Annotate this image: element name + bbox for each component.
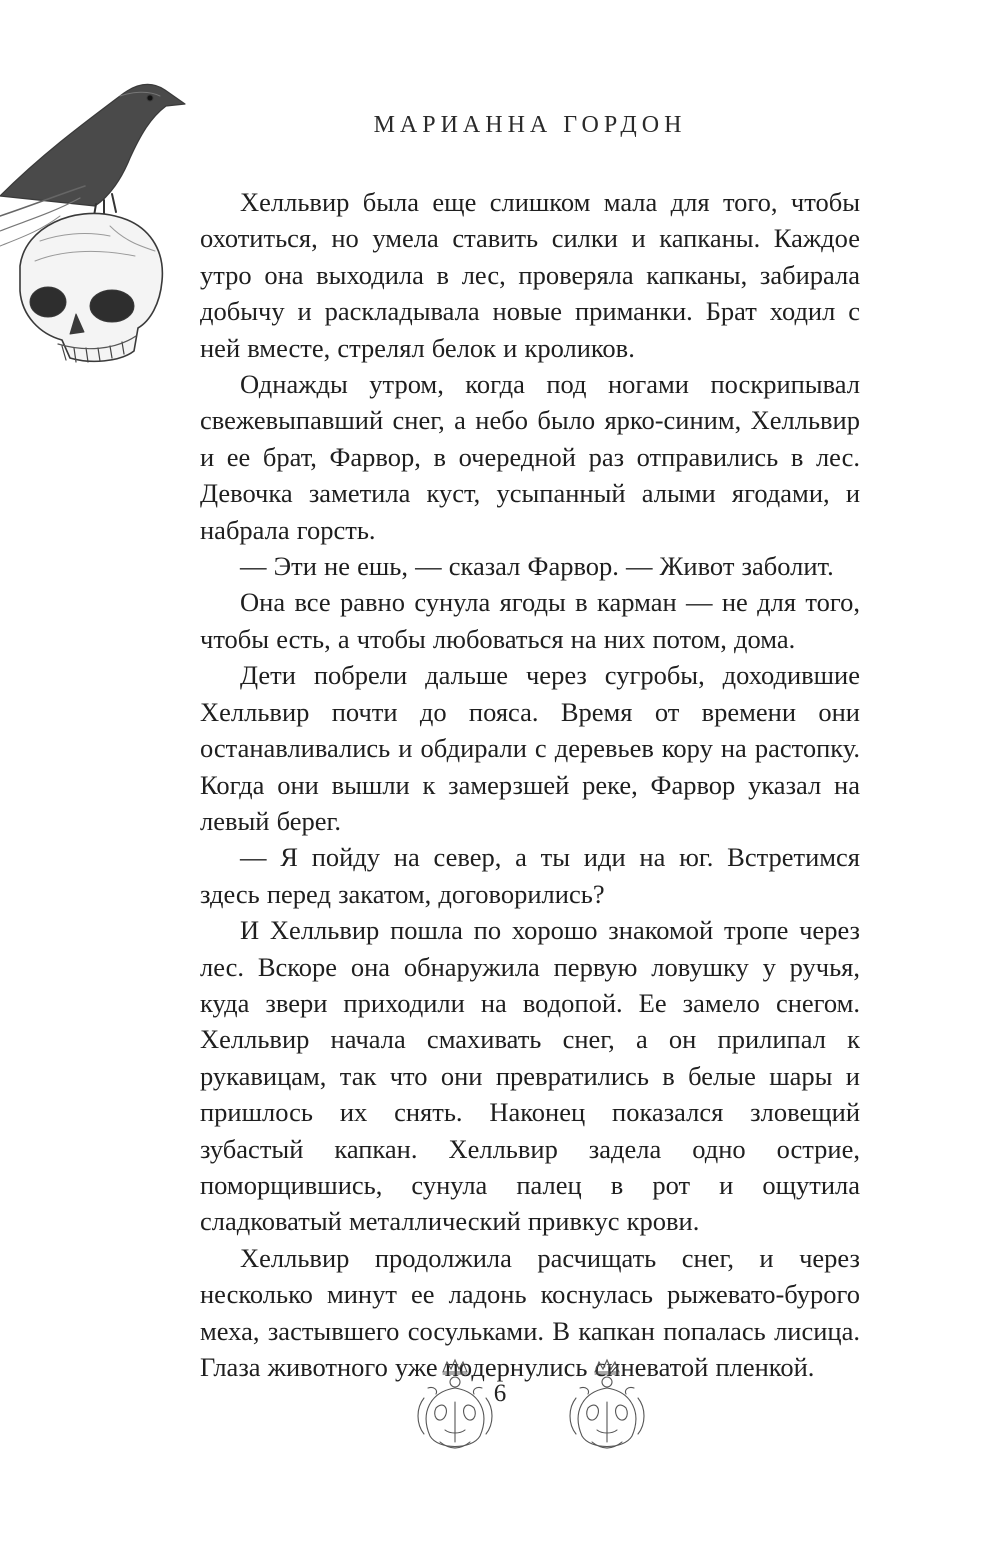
paragraph: Дети побрели дальше через сугробы, доходившие Хелльвир почти до пояса. Время от времени они останавливались и обдирали с деревьев кору на растопку. Когда они вышли к замерзшей реке, Фарвор указал на левый берег. xyxy=(200,660,860,836)
raven-on-skull-icon xyxy=(0,66,200,366)
page-number: 6 xyxy=(493,1380,507,1407)
paragraph: Она все равно сунула ягоды в карман — не для того, чтобы есть, а чтобы любоваться на них потом, дома. xyxy=(200,587,860,654)
paragraph: Однажды утром, когда под ногами поскрипывал свежевыпавший снег, а небо было ярко-синим, Хелльвир и ее брат, Фарвор, в очередной раз отправились в лес. Девочка заметила куст, усыпанный алыми ягодами, и набрала горсть. xyxy=(200,369,860,545)
body-text xyxy=(200,184,860,1385)
paragraph: Хелльвир продолжила расчищать снег, и через несколько минут ее ладонь коснулась рыжевато-бурого меха, застывшего сосульками. В капкан попалась лисица. Глаза животного уже подернулись синеватой пленкой. xyxy=(200,1242,860,1382)
paragraph: — Эти не ешь, — сказал Фарвор. — Живот заболит. xyxy=(240,551,834,582)
running-header: МАРИАННА ГОРДОН xyxy=(373,112,687,138)
page-footer xyxy=(0,1358,1000,1458)
paragraph: Хелльвир была еще слишком мала для того, чтобы охотиться, но умела ставить силки и капканы. Каждое утро она выходила в лес, проверяла капканы, забирала добычу и раскладывала новые приманки. Брат ходил с ней вместе, стрелял белок и кроликов. xyxy=(200,187,860,363)
crowned-floral-ornament-icon xyxy=(562,1358,652,1458)
crowned-floral-ornament-icon xyxy=(410,1358,500,1458)
paragraph: — Я пойду на север, а ты иди на юг. Встретимся здесь перед закатом, договорились? xyxy=(200,842,860,909)
paragraph: И Хелльвир пошла по хорошо знакомой тропе через лес. Вскоре она обнаружила первую ловушку у ручья, куда звери приходили на водопой. Ее замело снегом. Хелльвир начала смахивать снег, а он прилипал к рукавицам, так что они превратились в белые шары и пришлось их снять. Наконец показался зловещий зубастый капкан. Хелльвир задела одно острие, поморщившись, сунула палец в рот и ощутила сладковатый металлический привкус крови. xyxy=(200,915,860,1237)
